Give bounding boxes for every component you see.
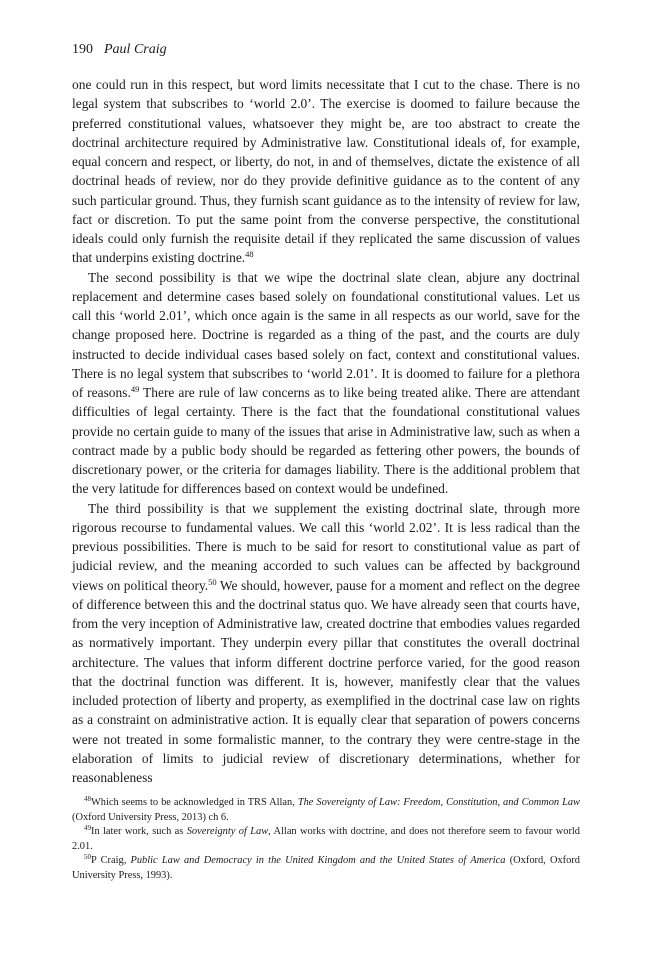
footnote-ref-49[interactable]: 49 xyxy=(130,384,140,394)
running-head-author: Paul Craig xyxy=(104,42,167,57)
paragraph-3 xyxy=(72,499,580,788)
paragraph-2-text-b: There are rule of law concerns as to like being treated alike. There are attendant difficulties of legal certainty. There is the fact that the foundational constitutional values provide no certain guide to many of the issues that arise in Administrative law, such as when a contract made by a public body should be regarded as fettering other powers, the bounds of discretionary power, or the criteria for damages liability. There is the additional problem that the very latitude for differences based on context would be undefined. xyxy=(72,385,580,497)
footnote-49-post: , Allan works with doctrine, and does not therefore seem to favour world 2.01. xyxy=(72,826,580,852)
running-head xyxy=(72,41,167,59)
footnote-49-number: 49 xyxy=(84,824,91,832)
footnote-50-number: 50 xyxy=(84,853,91,861)
footnote-50-pre: P Craig, xyxy=(91,855,131,866)
footnote-49-title: Sovereignty of Law xyxy=(186,826,269,837)
paragraph-2-text-a: The second possibility is that we wipe the doctrinal slate clean, abjure any doctrinal replacement and determine cases based solely on foundational constitutional values. Let us call this ‘world 2.01’, which once again is the same in all respects as our world, save for the change proposed here. Doctrine is regarded as a thing of the past, and the courts are duly instructed to decide individual cases based solely on fact, context and constitutional values. There is no legal system that subscribes to ‘world 2.01’. It is doomed to failure for a plethora of reasons. xyxy=(72,269,580,400)
footnote-50 xyxy=(72,854,580,883)
footnote-48-pre: Which seems to be acknowledged in TRS Allan, xyxy=(91,797,298,808)
paragraph-1-text: one could run in this respect, but word limits necessitate that I cut to the chase. There is no legal system that subscribes to ‘world 2.0’. The exercise is doomed to failure because the preferred constitutional values, whatsoever they might be, are too abstract to create the doctrinal architecture required by Administrative law. Constitutional ideals of, for example, equal concern and respect, or liberty, do not, in and of themselves, dictate the existence of all doctrinal heads of review, nor do they provide definitive guidance as to the content of any such particular ground. Thus, they furnish scant guidance as to the intensity of review for law, fact or discretion. To put the same point from the converse perspective, the constitutional ideals could only furnish the requisite detail if they replicated the same discussion of values that underpins existing doctrine. xyxy=(72,77,580,266)
footnote-50-post: (Oxford, Oxford University Press, 1993). xyxy=(72,855,580,881)
paragraph-2 xyxy=(72,268,580,499)
footnote-48-post: (Oxford University Press, 2013) ch 6. xyxy=(72,811,229,823)
page-number: 190 xyxy=(72,42,93,57)
body-text xyxy=(72,75,580,787)
paragraph-3-text-b: We should, however, pause for a moment and reflect on the degree of difference between this and the doctrinal status quo. We have already seen that courts have, from the very inception of Administrative law, created doctrine that embodies values regarded as normatively important. They underpin every pillar that constitutes the overall doctrinal architecture. The values that inform different doctrine perforce varied, for the good reason that the doctrinal function was different. It is, however, manifestly clear that the values included protection of liberty and property, as exemplified in the doctrinal case law on rights as a constraint on administrative action. It is equally clear that separation of powers concerns were not treated in some formalistic manner, to the contrary they were centre-stage in the elaboration of limits to judicial review of discretionary determinations, whether for reasonableness xyxy=(72,577,581,785)
footnote-48-title: The Sovereignty of Law: Freedom, Constitution, and Common Law xyxy=(297,797,580,808)
footnote-49-pre: In later work, such as xyxy=(91,826,187,837)
footnote-ref-48[interactable]: 48 xyxy=(245,249,254,260)
footnote-ref-50[interactable]: 50 xyxy=(208,576,217,587)
footnote-50-title: Public Law and Democracy in the United Kingdom and the United States of America xyxy=(130,855,506,866)
footnote-49 xyxy=(72,825,580,854)
footnote-48-number: 48 xyxy=(84,795,91,803)
footnotes xyxy=(72,796,580,883)
paragraph-3-text-a: The third possibility is that we supplement the existing doctrinal slate, through more rigorous recourse to fundamental values. We call this ‘world 2.02’. It is less radical than the previous possibilities. There is much to be said for resort to constitutional value as part of judicial review, and the meaning accorded to such values can be affected by background views on political theory. xyxy=(72,500,580,593)
footnote-48 xyxy=(72,796,580,825)
paragraph-1 xyxy=(72,75,580,268)
